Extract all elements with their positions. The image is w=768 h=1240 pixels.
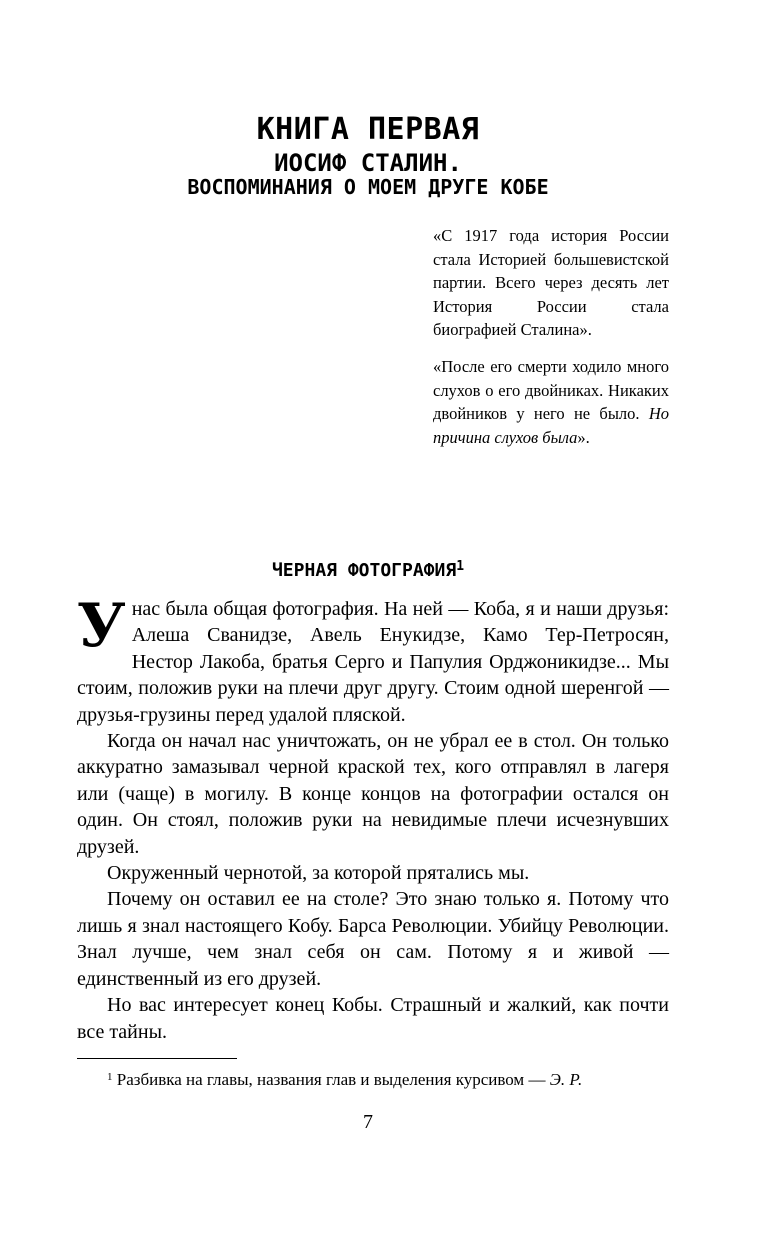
footnote-text: Разбивка на главы, названия глав и выделения курсивом — xyxy=(116,1070,550,1089)
epigraph-second-text xyxy=(433,355,669,449)
subtitle-stalin: ИОСИФ СТАЛИН. xyxy=(274,149,462,177)
chapter-title-text: ЧЕРНАЯ ФОТОГРАФИЯ xyxy=(271,560,457,581)
paragraph-4: Почему он оставил ее на столе? Это знаю только я. Потому что лишь я знал настоящего Кобу. Барса Революции. Убийцу Революции. Знал лучше, чем знал себя он сам. Потому я и живой — единственный из его друзей. xyxy=(77,888,669,990)
subtitle-memoirs: ВОСПОМИНАНИЯ О МОЕМ ДРУГЕ КОБЕ xyxy=(187,175,549,199)
paragraph-5: Но вас интересует конец Кобы. Страшный и жалкий, как почти все тайны. xyxy=(77,994,669,1043)
drop-cap: У xyxy=(77,591,126,661)
footnote xyxy=(77,1066,669,1091)
chapter-title xyxy=(0,553,736,585)
paragraph-1 xyxy=(77,591,669,728)
page-number: 7 xyxy=(363,1111,373,1133)
footnote-author: Э. Р. xyxy=(549,1070,583,1089)
paragraph-3: Окруженный чернотой, за которой прятались мы. xyxy=(107,862,530,885)
epigraph-second-plain: «После его смерти ходило много слухов о его двойниках. Никаких двойников у него не было. xyxy=(433,357,669,424)
epigraph-second-end: ». xyxy=(577,427,590,447)
footnote-mark: 1 xyxy=(107,1071,113,1083)
epigraph-first xyxy=(433,224,669,342)
book-title: КНИГА ПЕРВАЯ xyxy=(256,112,480,147)
paragraph-1-text: нас была общая фотография. На ней — Коба, я и наши друзья: Алеша Сванидзе, Авель Енукидзе, Камо Тер-Петросян, Нестор Лакоба, братья Серго и Папулия Орджоникидзе... Мы стоим, положив руки на плечи друг другу. Стоим одной шеренгой — друзья-грузины перед удалой пляской. xyxy=(77,598,669,726)
footnote-divider xyxy=(77,1058,237,1059)
chapter-body xyxy=(77,591,669,1045)
epigraph-second xyxy=(433,355,669,449)
paragraph-2: Когда он начал нас уничтожать, он не убрал ее в стол. Он только аккуратно замазывал черной краской тех, кого отправлял в лагеря или (чаще) в могилу. В конце концов на фотографии остался он один. Он стоял, положив руки на невидимые плечи исчезнувших друзей. xyxy=(77,730,669,858)
epigraph-second-italic: Но причина слухов была xyxy=(433,404,669,447)
chapter-footnote-mark: 1 xyxy=(456,559,465,574)
epigraph-first-text: «С 1917 года история России стала Историей большевистской партии. Всего через десять лет История России стала биографией Сталина». xyxy=(433,226,669,340)
